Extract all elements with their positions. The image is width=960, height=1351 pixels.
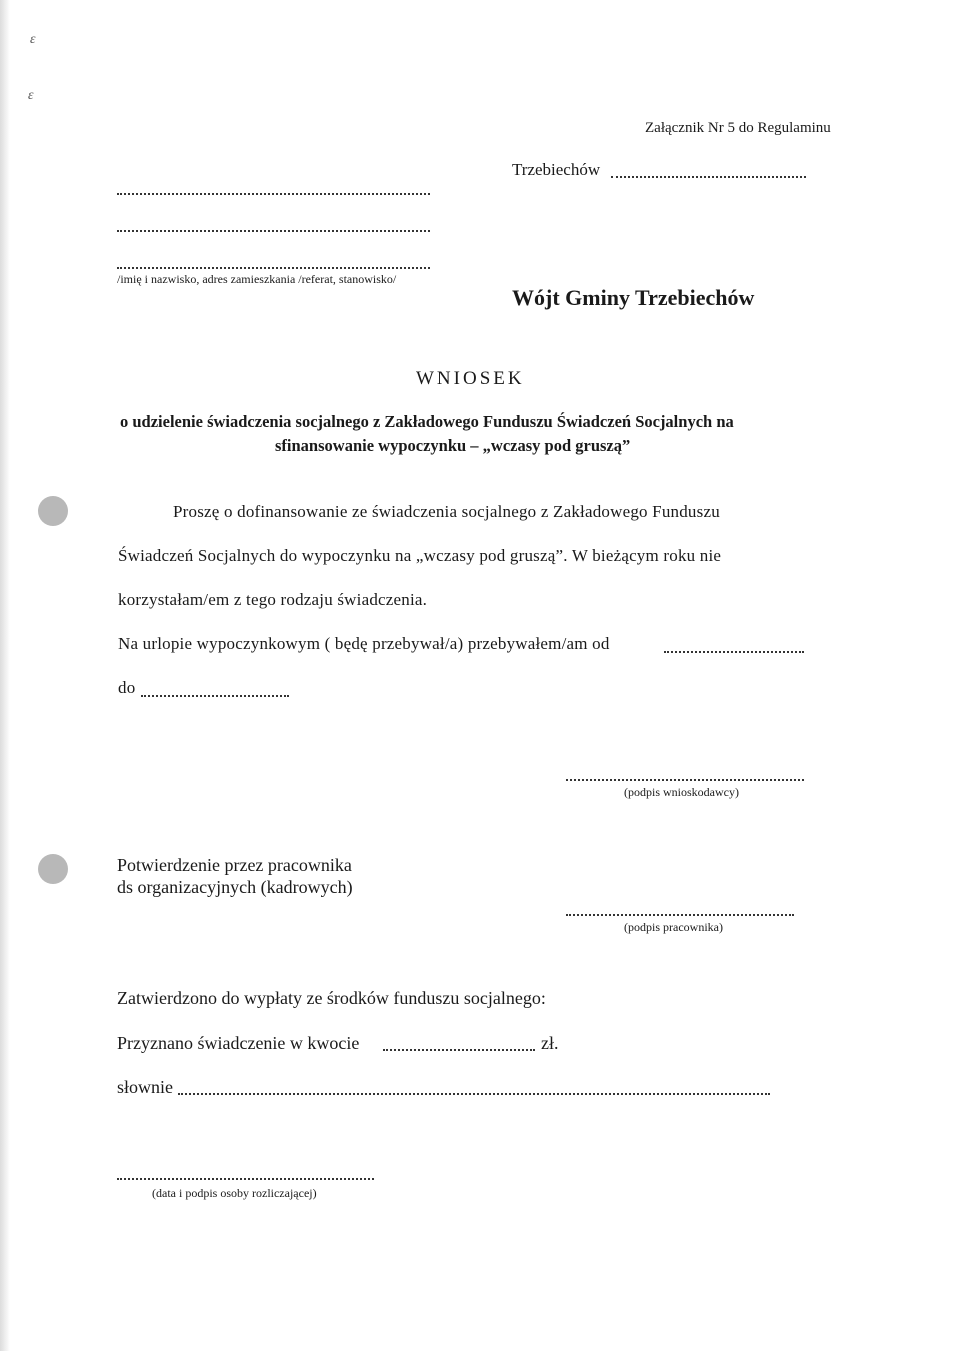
place-date-label: Trzebiechów: [512, 160, 601, 179]
attachment-label: Załącznik Nr 5 do Regulaminu: [645, 120, 831, 136]
employee-signature-caption: (podpis pracownika): [624, 920, 723, 934]
settler-signature-line: [117, 1178, 374, 1180]
applicant-line-1: [117, 193, 430, 195]
currency-label: zł.: [541, 1033, 559, 1053]
request-line-2: Świadczeń Socjalnych do wypoczynku na „wczasy pod gruszą”. W bieżącym roku nie: [118, 546, 722, 565]
amount-in-words-label: słownie: [117, 1077, 173, 1097]
date-dotted-line: [611, 176, 806, 178]
scan-edge-shadow: [0, 0, 10, 1351]
request-line-1: Proszę o dofinansowanie ze świadczenia socjalnego z Zakładowego Funduszu: [173, 502, 720, 521]
applicant-caption: /imię i nazwisko, adres zamieszkania /referat, stanowisko/: [117, 272, 397, 286]
confirmation-label-line-2: ds organizacyjnych (kadrowych): [117, 877, 353, 897]
leave-period-to-label: do: [118, 678, 136, 697]
leave-from-dotted-line: [664, 651, 804, 653]
leave-period-from-label: Na urlopie wypoczynkowym ( będę przebywał/a) przebywałem/am od: [118, 634, 610, 653]
margin-mark: ɛ: [30, 32, 36, 47]
settler-signature-caption: (data i podpis osoby rozliczającej): [152, 1186, 317, 1200]
confirmation-label-line-1: Potwierdzenie przez pracownika: [117, 855, 352, 875]
employee-signature-line: [566, 914, 794, 916]
applicant-line-3: [117, 267, 430, 269]
amount-dotted-line: [383, 1049, 535, 1051]
amount-in-words-dotted-line: [178, 1093, 770, 1095]
applicant-signature-caption: (podpis wnioskodawcy): [624, 785, 739, 799]
leave-to-dotted-line: [141, 695, 289, 697]
approval-label: Zatwierdzono do wypłaty ze środków funduszu socjalnego:: [117, 988, 546, 1008]
subject-line-1: o udzielenie świadczenia socjalnego z Zakładowego Funduszu Świadczeń Socjalnych na: [120, 412, 734, 431]
request-line-3: korzystałam/em z tego rodzaju świadczenia.: [118, 590, 428, 609]
punch-hole: [38, 854, 68, 884]
applicant-signature-line: [566, 779, 804, 781]
margin-mark: ɛ: [28, 88, 34, 103]
applicant-line-2: [117, 230, 430, 232]
subject-line-2: sfinansowanie wypoczynku – „wczasy pod gruszą”: [275, 436, 631, 455]
amount-label: Przyznano świadczenie w kwocie: [117, 1033, 360, 1053]
document-title: WNIOSEK: [416, 368, 525, 389]
punch-hole: [38, 496, 68, 526]
addressee: Wójt Gminy Trzebiechów: [512, 285, 755, 310]
